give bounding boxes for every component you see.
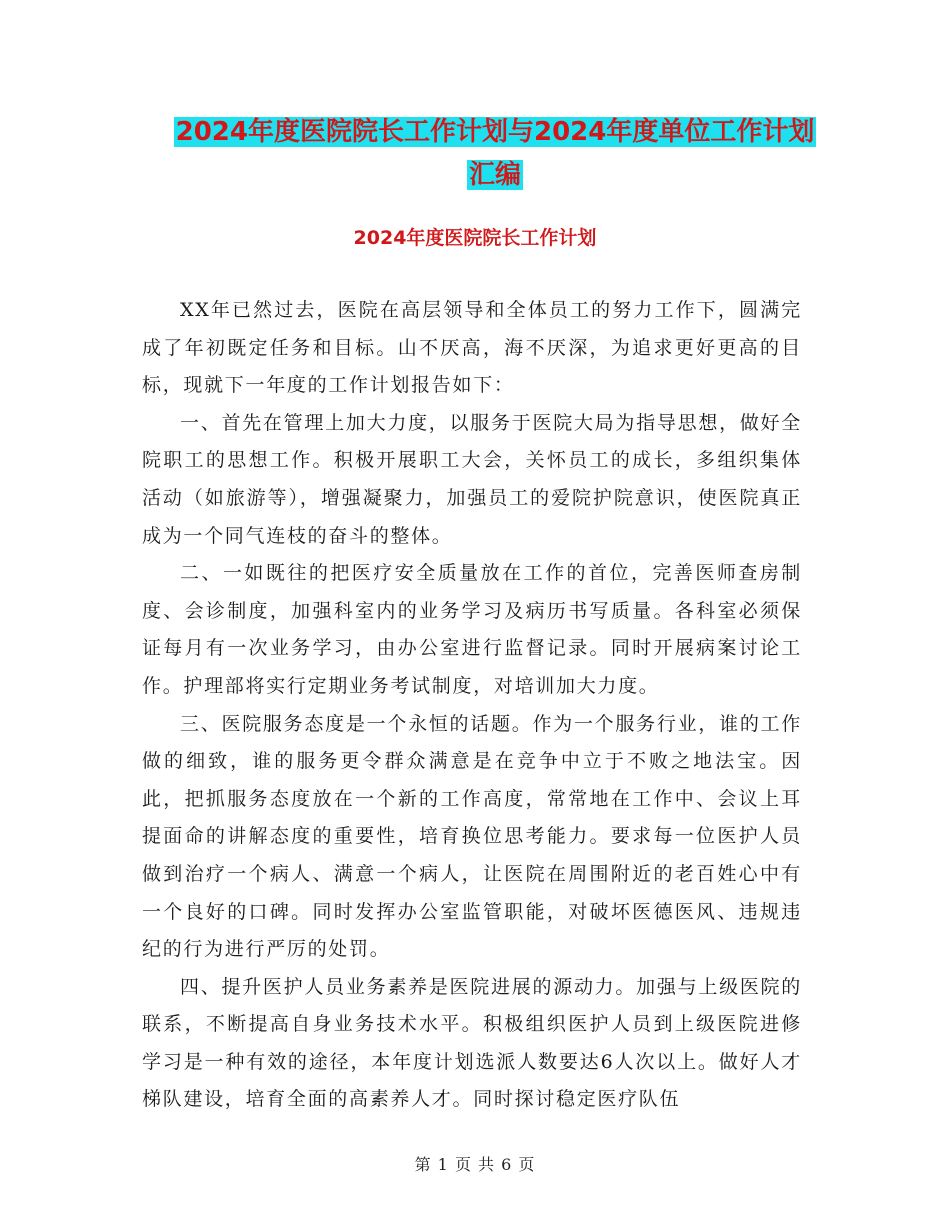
- page-footer: 第 1 页 共 6 页: [414, 1155, 536, 1174]
- title-highlight: 2024年度医院院长工作计划与2024年度单位工作计划: [175, 117, 815, 147]
- paragraph-intro: XX年已然过去，医院在高层领导和全体员工的努力工作下，圆满完成了年初既定任务和目标。山不厌高，海不厌深，为追求更好更高的目标，现就下一年度的工作计划报告如下：: [142, 299, 802, 397]
- document-title-line-2: [140, 155, 850, 195]
- paragraph-1: 一、首先在管理上加大力度，以服务于医院大局为指导思想，做好全院职工的思想工作。积极开展职工大会，关怀员工的成长，多组织集体活动（如旅游等），增强凝聚力，加强员工的爱院护院意识，使医院真正成为一个同气连枝的奋斗的整体。: [142, 411, 802, 547]
- document-body: [142, 292, 802, 1119]
- document-title-line-1: [140, 112, 850, 152]
- paragraph-3: 三、医院服务态度是一个永恒的话题。作为一个服务行业，谁的工作做的细致，谁的服务更令群众满意是在竞争中立于不败之地法宝。因此，把抓服务态度放在一个新的工作高度，常常地在工作中、会议上耳提面命的讲解态度的重要性，培育换位思考能力。要求每一位医护人员做到治疗一个病人、满意一个病人，让医院在周围附近的老百姓心中有一个良好的口碑。同时发挥办公室监管职能，对破坏医德医风、违规违纪的行为进行严厉的处罚。: [142, 712, 802, 961]
- title-highlight: 汇编: [468, 160, 521, 190]
- paragraph-4: 四、提升医护人员业务素养是医院进展的源动力。加强与上级医院的联系，不断提高自身业务技术水平。积极组织医护人员到上级医院进修学习是一种有效的途径，本年度计划选派人数要达6人次以上。做好人才梯队建设，培育全面的高素养人才。同时探讨稳定医疗队伍: [142, 975, 802, 1111]
- paragraph-2: 二、一如既往的把医疗安全质量放在工作的首位，完善医师查房制度、会诊制度，加强科室内的业务学习及病历书写质量。各科室必须保证每月有一次业务学习，由办公室进行监督记录。同时开展病案讨论工作。护理部将实行定期业务考试制度，对培训加大力度。: [142, 562, 802, 697]
- section-title: 2024年度医院院长工作计划: [353, 227, 597, 249]
